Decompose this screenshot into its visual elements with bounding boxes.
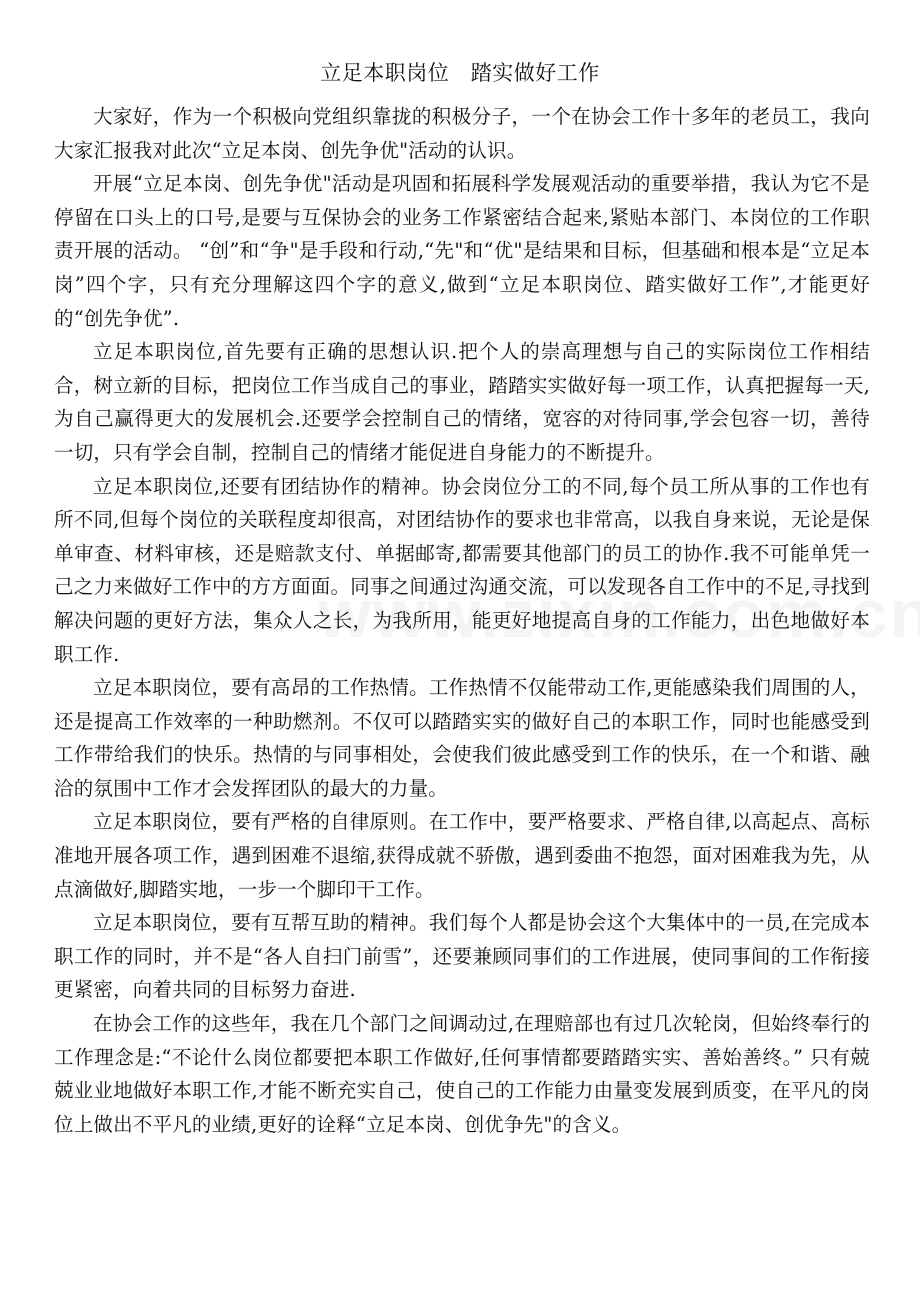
- paragraph-work-enthusiasm: 立足本职岗位，要有高昂的工作热情。工作热情不仅能带动工作,更能感染我们周围的人，还是提高工作效率的一种助燃剂。不仅可以踏踏实实的做好自己的本职工作，同时也能感受到工作带给我们的快乐。热情的与同事相处，会使我们彼此感受到工作的快乐，在一个和谐、融洽的氛围中工作才会发挥团队的最大的力量。: [54, 676, 870, 800]
- document-title: 立足本职岗位 踏实做好工作: [320, 61, 600, 85]
- paragraph-self-discipline: 立足本职岗位，要有严格的自律原则。在工作中，要严格要求、严格自律,以高起点、高标准地开展各项工作，遇到困难不退缩,获得成就不骄傲，遇到委曲不抱怨，面对困难我为先，从点滴做好,脚踏实地，一步一个脚印干工作。: [54, 810, 870, 901]
- paragraph-activity-meaning: 开展“立足本岗、创先争优"活动是巩固和拓展科学发展观活动的重要举措，我认为它不是停留在口头上的口号,是要与互保协会的业务工作紧密结合起来,紧贴本部门、本岗位的工作职责开展的活动。 “创”和“争"是手段和行动,“先"和“优"是结果和目标，但基础和根本是“立足本岗”四个字，只有充分理解这四个字的意义,做到“立足本职岗位、踏实做好工作”,才能更好的“创先争优”.: [54, 172, 870, 330]
- paragraph-conclusion: 在协会工作的这些年，我在几个部门之间调动过,在理赔部也有过几次轮岗，但始终奉行的工作理念是:“不论什么岗位都要把本职工作做好,任何事情都要踏踏实实、善始善终。” 只有兢兢业业地做好本职工作,才能不断充实自己，使自己的工作能力由量变发展到质变，在平凡的岗位上做出不平凡的业绩,更好的诠释“立足本岗、创优争先"的含义。: [54, 1012, 870, 1136]
- paragraph-teamwork: 立足本职岗位,还要有团结协作的精神。协会岗位分工的不同,每个员工所从事的工作也有所不同,但每个岗位的关联程度却很高，对团结协作的要求也非常高，以我自身来说，无论是保单审查、材料审核，还是赔款支付、单据邮寄,都需要其他部门的员工的协作.我不可能单凭一己之力来做好工作中的方方面面。同事之间通过沟通交流，可以发现各自工作中的不足,寻找到解决问题的更好方法，集众人之长，为我所用，能更好地提高自身的工作能力，出色地做好本职工作.: [54, 474, 870, 666]
- paragraph-correct-thinking: 立足本职岗位,首先要有正确的思想认识.把个人的崇高理想与自己的实际岗位工作相结合，树立新的目标，把岗位工作当成自己的事业，踏踏实实做好每一项工作，认真把握每一天,为自己赢得更大的发展机会.还要学会控制自己的情绪，宽容的对待同事,学会包容一切，善待一切，只有学会自制，控制自己的情绪才能促进自身能力的不断提升。: [54, 340, 870, 464]
- paragraph-mutual-help: 立足本职岗位，要有互帮互助的精神。我们每个人都是协会这个大集体中的一员,在完成本职工作的同时，并不是“各人自扫门前雪”，还要兼顾同事们的工作进展，使同事间的工作衔接更紧密，向着共同的目标努力奋进.: [54, 911, 870, 1002]
- document-body: [54, 100, 870, 1141]
- paragraph-greeting: 大家好，作为一个积极向党组织靠拢的积极分子，一个在协会工作十多年的老员工，我向大家汇报我对此次“立足本岗、创先争优"活动的认识。: [54, 105, 870, 162]
